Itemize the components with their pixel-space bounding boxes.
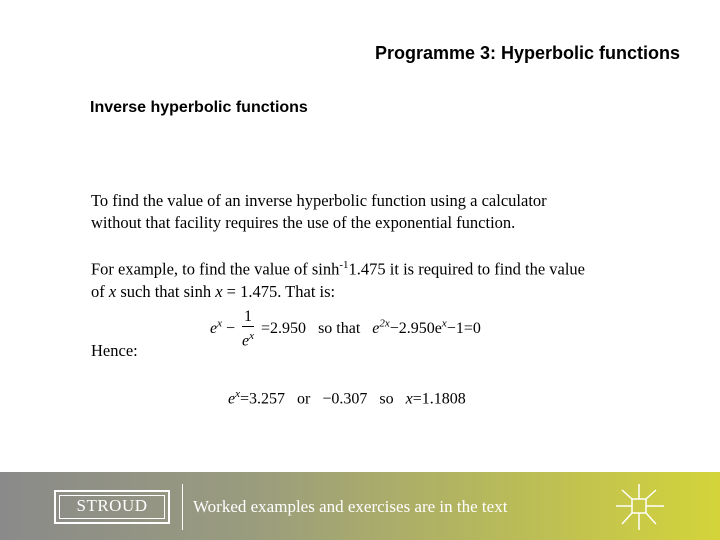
eq-minus: − (226, 319, 236, 337)
eq-e: e (228, 390, 236, 408)
eq-e: e (210, 319, 218, 337)
example-text-prefix: For example, to find the value of sinh (91, 259, 340, 279)
eq-e: e (372, 319, 380, 337)
compass-star-icon[interactable] (614, 482, 666, 532)
example-superscript: -1 (339, 259, 349, 271)
eq-middle-term: −2.950e (389, 319, 442, 337)
variable-x: x (405, 390, 413, 408)
eq-result: =1.1808 (412, 390, 466, 408)
hence-label: Hence: (91, 341, 138, 360)
eq-so-that: so that (318, 319, 361, 337)
stroud-logo-text: STROUD (76, 496, 148, 515)
example-text-suffix: 1.475 it is required to find the value (348, 259, 585, 279)
stroud-logo (54, 490, 170, 524)
eq-exponent: x (217, 317, 222, 330)
eq-exponent: 2x (379, 317, 390, 330)
paragraph-intro-line1: To find the value of an inverse hyperbolic function using a calculator (91, 191, 547, 210)
paragraph-example (91, 254, 651, 303)
eq-tail: −1=0 (446, 319, 481, 337)
eq-value-1: =3.257 (240, 390, 286, 408)
section-title: Inverse hyperbolic functions (90, 99, 308, 116)
eq-exponent: x (441, 317, 447, 330)
paragraph-intro-line2: without that facility requires the use of the exponential function. (91, 213, 516, 232)
footer-divider (182, 484, 183, 530)
eq-so: so (379, 390, 394, 408)
fraction-numerator: 1 (244, 308, 253, 325)
equation-solution (228, 388, 466, 408)
footer-bar (0, 472, 720, 540)
equation-exponential-form (210, 308, 481, 350)
example-line2-a: of (91, 281, 109, 301)
variable-x: x (108, 281, 117, 301)
footer-note: Worked examples and exercises are in the text (193, 497, 508, 516)
example-line2-c: = 1.475. That is: (222, 281, 336, 301)
eq-rhs: =2.950 (261, 319, 307, 337)
stroud-logo-inner-border (59, 495, 165, 519)
eq-exponent: x (235, 388, 240, 400)
eq-value-2: −0.307 (322, 390, 368, 408)
fraction-denominator (242, 327, 254, 350)
eq-fraction (242, 308, 254, 350)
variable-x: x (215, 281, 223, 301)
paragraph-intro (91, 190, 651, 234)
eq-e: e (242, 332, 250, 350)
example-line2-b: such that sinh (116, 281, 216, 301)
eq-exponent: x (249, 330, 255, 342)
eq-or: or (297, 390, 311, 408)
programme-title: Programme 3: Hyperbolic functions (374, 43, 680, 63)
